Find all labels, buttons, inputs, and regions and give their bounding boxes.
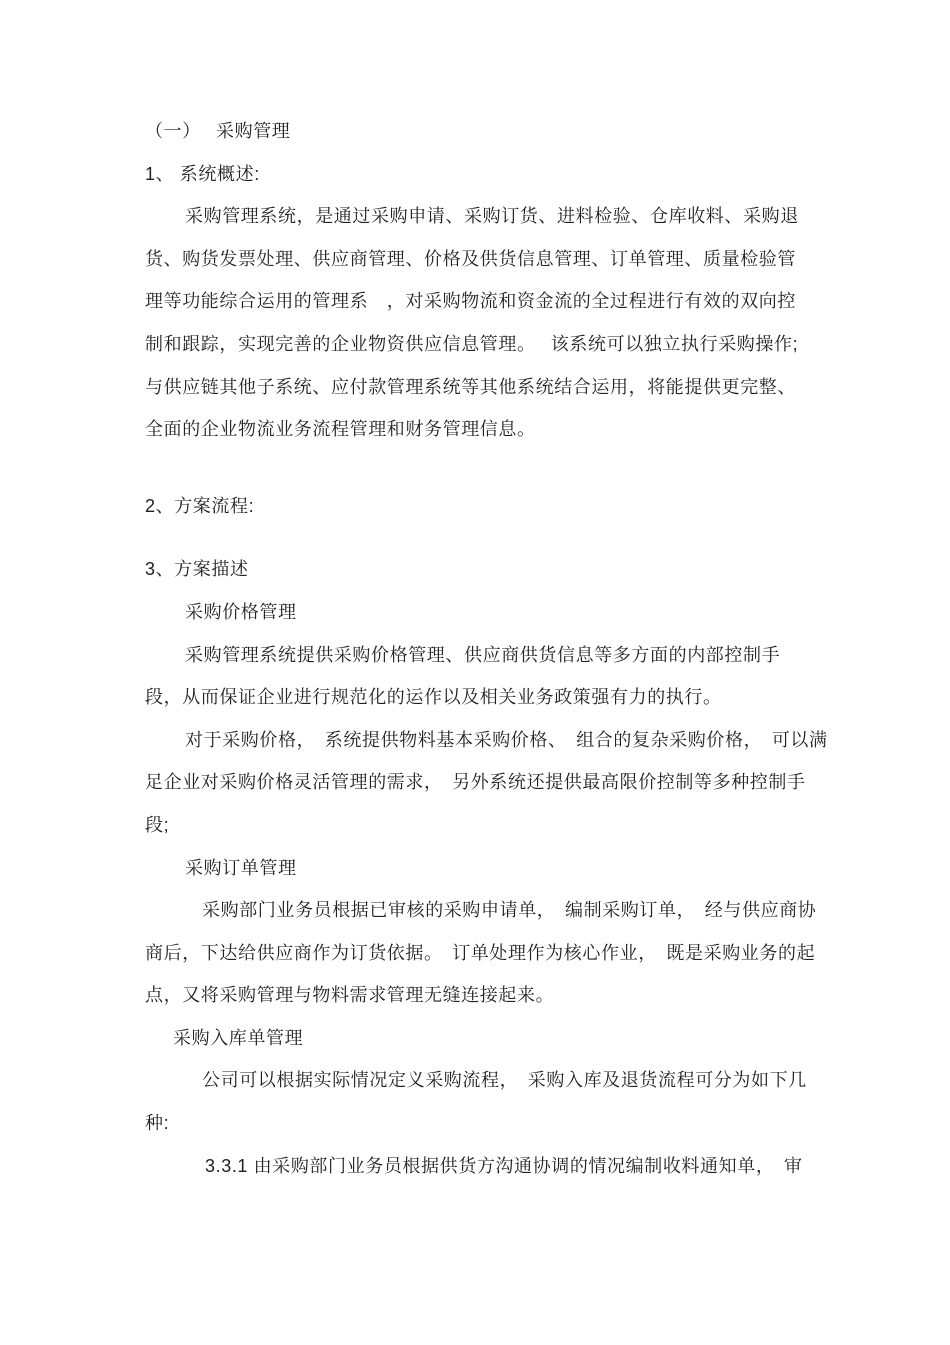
paragraph-line: 段，从而保证企业进行规范化的运作以及相关业务政策强有力的执行。 bbox=[145, 687, 722, 708]
section-title: （一） 采购管理 bbox=[145, 121, 291, 141]
paragraph-line: 与供应链其他子系统、应付款管理系统等其他系统结合运用，将能提供更完整、 bbox=[145, 376, 796, 397]
paragraph-line: 全面的企业物流业务流程管理和财务管理信息。 bbox=[145, 419, 536, 440]
paragraph-line: 商后，下达给供应商作为订货依据。 订单处理作为核心作业， 既是采购业务的起 bbox=[145, 942, 816, 963]
subsection-2-title: 2、方案流程: bbox=[145, 495, 255, 516]
paragraph-line: 采购管理系统，是通过采购申请、采购订货、进料检验、仓库收料、采购退 bbox=[185, 206, 799, 227]
paragraph-line: 货、购货发票处理、供应商管理、价格及供货信息管理、订单管理、质量检验管 bbox=[145, 248, 796, 269]
subheading-price-management: 采购价格管理 bbox=[185, 601, 297, 622]
paragraph-line: 理等功能综合运用的管理系 ，对采购物流和资金流的全过程进行有效的双向控 bbox=[145, 291, 796, 312]
subsection-1-title: 1、 系统概述: bbox=[145, 163, 260, 184]
paragraph-line: 足企业对采购价格灵活管理的需求， 另外系统还提供最高限价控制等多种控制手 bbox=[145, 772, 806, 793]
subsection-3-title: 3、方案描述 bbox=[145, 559, 249, 580]
paragraph-line: 采购管理系统提供采购价格管理、供应商供货信息等多方面的内部控制手 bbox=[185, 644, 781, 665]
paragraph-line: 段; bbox=[145, 814, 170, 835]
paragraph-line: 种: bbox=[145, 1113, 170, 1134]
list-item-3-3-1: 3.3.1 由采购部门业务员根据供货方沟通协调的情况编制收料通知单， 审 bbox=[205, 1155, 803, 1176]
subheading-order-management: 采购订单管理 bbox=[185, 857, 297, 878]
paragraph-line: 点，又将采购管理与物料需求管理无缝连接起来。 bbox=[145, 985, 555, 1006]
paragraph-line: 采购部门业务员根据已审核的采购申请单， 编制采购订单， 经与供应商协 bbox=[202, 900, 817, 921]
subheading-inbound-management: 采购入库单管理 bbox=[173, 1027, 304, 1048]
paragraph-line: 对于采购价格， 系统提供物料基本采购价格、 组合的复杂采购价格， 可以满 bbox=[185, 729, 828, 750]
paragraph-line: 公司可以根据实际情况定义采购流程， 采购入库及退货流程可分为如下几 bbox=[202, 1070, 807, 1091]
paragraph-line: 制和跟踪，实现完善的企业物资供应信息管理。 该系统可以独立执行采购操作; bbox=[145, 333, 799, 354]
